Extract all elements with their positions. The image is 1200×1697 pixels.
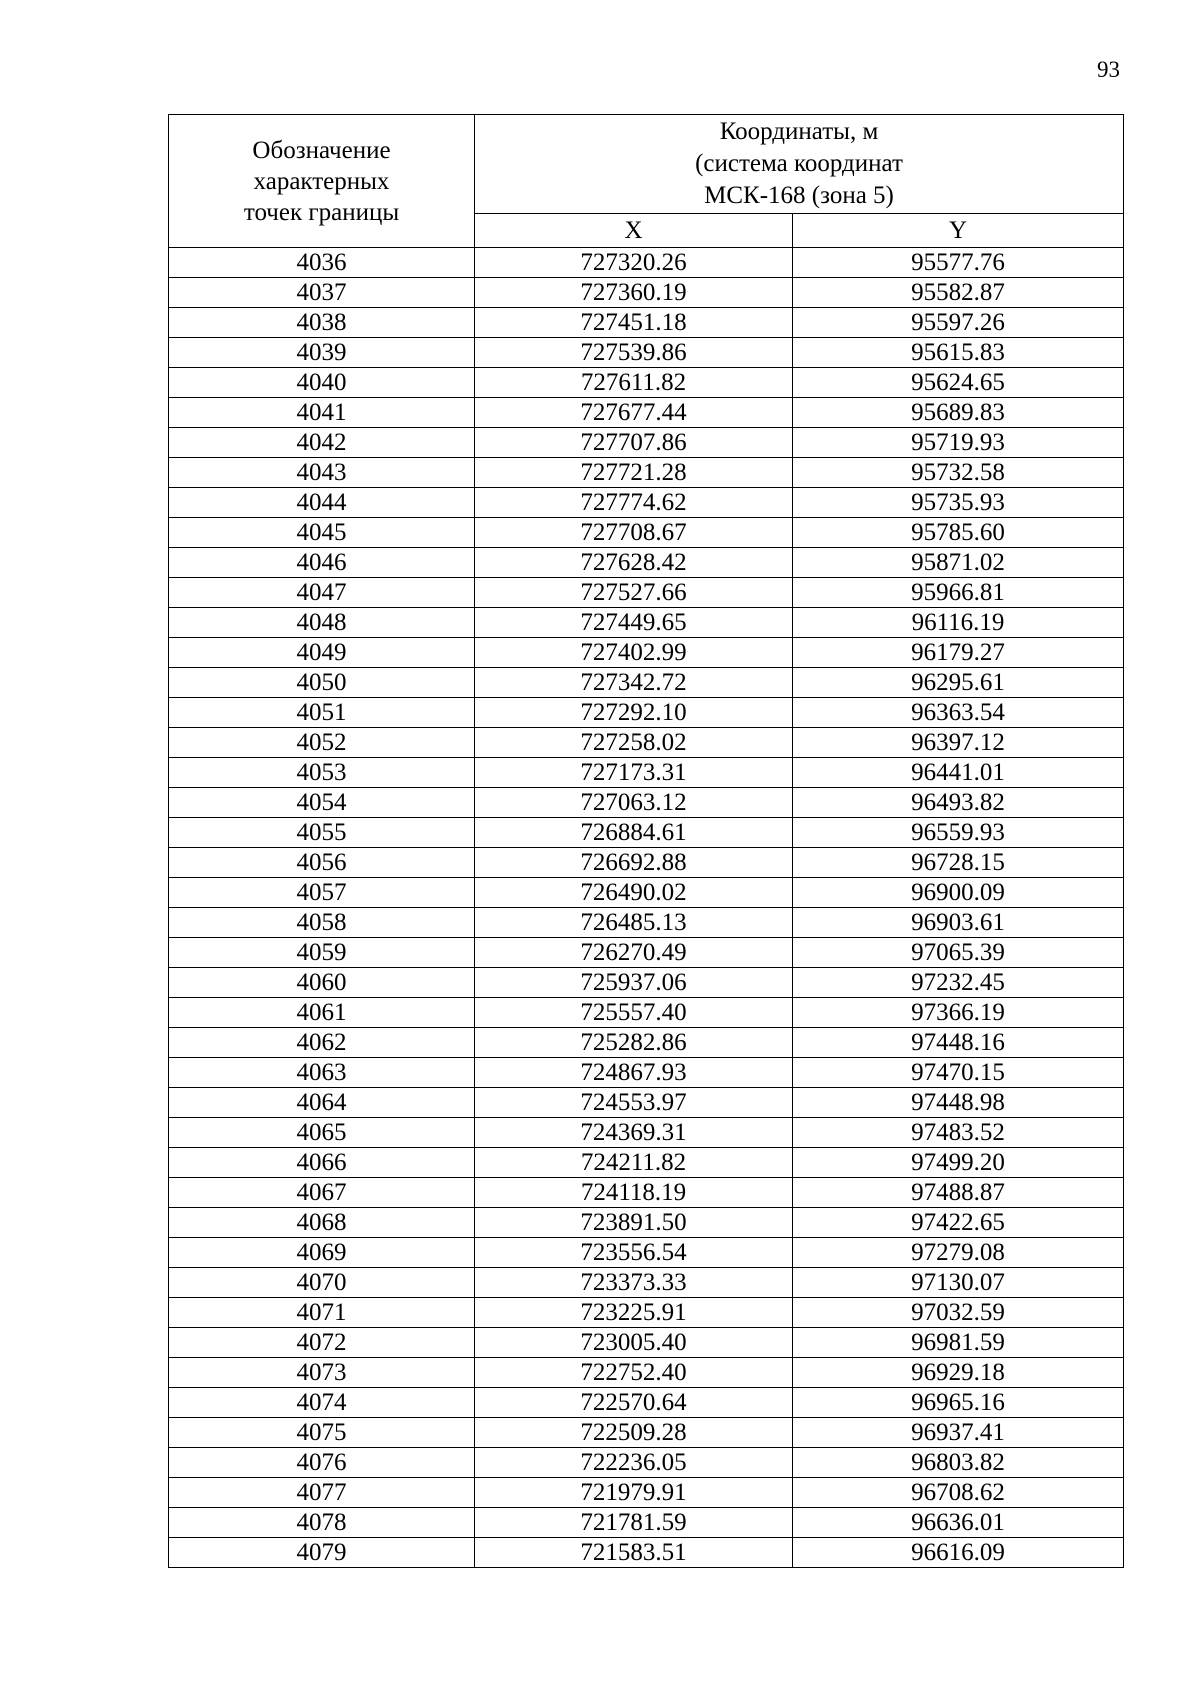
point-cell: 4047 [169, 578, 475, 608]
y-cell: 96929.18 [793, 1358, 1124, 1388]
x-cell: 726485.13 [475, 908, 793, 938]
y-cell: 95735.93 [793, 488, 1124, 518]
y-cell: 95966.81 [793, 578, 1124, 608]
point-cell: 4036 [169, 248, 475, 278]
x-cell: 726270.49 [475, 938, 793, 968]
x-cell: 725557.40 [475, 998, 793, 1028]
x-cell: 727721.28 [475, 458, 793, 488]
x-cell: 722236.05 [475, 1448, 793, 1478]
table-row [169, 1238, 1124, 1268]
y-cell: 97422.65 [793, 1208, 1124, 1238]
point-cell: 4058 [169, 908, 475, 938]
y-cell: 96363.54 [793, 698, 1124, 728]
table-row [169, 1448, 1124, 1478]
point-cell: 4078 [169, 1508, 475, 1538]
x-cell: 723373.33 [475, 1268, 793, 1298]
x-cell: 725282.86 [475, 1028, 793, 1058]
point-cell: 4038 [169, 308, 475, 338]
point-cell: 4042 [169, 428, 475, 458]
x-cell: 727527.66 [475, 578, 793, 608]
y-cell: 97032.59 [793, 1298, 1124, 1328]
point-cell: 4068 [169, 1208, 475, 1238]
table-row [169, 848, 1124, 878]
y-cell: 96559.93 [793, 818, 1124, 848]
x-cell: 727449.65 [475, 608, 793, 638]
point-cell: 4037 [169, 278, 475, 308]
x-cell: 727611.82 [475, 368, 793, 398]
point-cell: 4053 [169, 758, 475, 788]
y-cell: 96803.82 [793, 1448, 1124, 1478]
y-cell: 97470.15 [793, 1058, 1124, 1088]
header-y: Y [793, 214, 1124, 248]
x-cell: 727677.44 [475, 398, 793, 428]
x-cell: 723556.54 [475, 1238, 793, 1268]
table-row [169, 1118, 1124, 1148]
y-cell: 95624.65 [793, 368, 1124, 398]
header-coords-line: Координаты, м [719, 118, 879, 145]
table-row [169, 998, 1124, 1028]
point-cell: 4039 [169, 338, 475, 368]
y-cell: 95577.76 [793, 248, 1124, 278]
table-row [169, 908, 1124, 938]
header-row [169, 115, 1124, 214]
table-row [169, 1418, 1124, 1448]
point-cell: 4043 [169, 458, 475, 488]
y-cell: 96636.01 [793, 1508, 1124, 1538]
y-cell: 96708.62 [793, 1478, 1124, 1508]
y-cell: 96295.61 [793, 668, 1124, 698]
x-cell: 727342.72 [475, 668, 793, 698]
point-cell: 4056 [169, 848, 475, 878]
table-row [169, 758, 1124, 788]
header-x: X [475, 214, 793, 248]
table-row [169, 1508, 1124, 1538]
table-row [169, 1388, 1124, 1418]
table-row [169, 338, 1124, 368]
point-cell: 4055 [169, 818, 475, 848]
table-row [169, 788, 1124, 818]
x-cell: 727173.31 [475, 758, 793, 788]
y-cell: 95689.83 [793, 398, 1124, 428]
x-cell: 724211.82 [475, 1148, 793, 1178]
y-cell: 95597.26 [793, 308, 1124, 338]
point-cell: 4064 [169, 1088, 475, 1118]
header-point-line: характерных [253, 167, 390, 195]
table-row [169, 248, 1124, 278]
point-cell: 4061 [169, 998, 475, 1028]
header-coords-line: (система координат [695, 150, 903, 177]
table-row [169, 518, 1124, 548]
table-row [169, 818, 1124, 848]
x-cell: 723005.40 [475, 1328, 793, 1358]
x-cell: 727320.26 [475, 248, 793, 278]
point-cell: 4054 [169, 788, 475, 818]
y-cell: 95582.87 [793, 278, 1124, 308]
y-cell: 96981.59 [793, 1328, 1124, 1358]
x-cell: 727708.67 [475, 518, 793, 548]
x-cell: 722752.40 [475, 1358, 793, 1388]
table-row [169, 578, 1124, 608]
y-cell: 95719.93 [793, 428, 1124, 458]
y-cell: 96728.15 [793, 848, 1124, 878]
x-cell: 727258.02 [475, 728, 793, 758]
x-cell: 721979.91 [475, 1478, 793, 1508]
x-cell: 724369.31 [475, 1118, 793, 1148]
table-row [169, 668, 1124, 698]
table-row [169, 1028, 1124, 1058]
point-cell: 4057 [169, 878, 475, 908]
x-cell: 722509.28 [475, 1418, 793, 1448]
x-cell: 724118.19 [475, 1178, 793, 1208]
point-cell: 4063 [169, 1058, 475, 1088]
point-cell: 4060 [169, 968, 475, 998]
point-cell: 4046 [169, 548, 475, 578]
x-cell: 727360.19 [475, 278, 793, 308]
y-cell: 96965.16 [793, 1388, 1124, 1418]
point-cell: 4070 [169, 1268, 475, 1298]
table-row [169, 878, 1124, 908]
table-row [169, 548, 1124, 578]
x-cell: 727774.62 [475, 488, 793, 518]
y-cell: 97448.98 [793, 1088, 1124, 1118]
y-cell: 96937.41 [793, 1418, 1124, 1448]
y-cell: 97366.19 [793, 998, 1124, 1028]
header-coords-line: МСК-168 (зона 5) [704, 182, 894, 209]
table-row [169, 638, 1124, 668]
coordinates-table [168, 114, 1124, 1568]
x-cell: 727063.12 [475, 788, 793, 818]
table-row [169, 488, 1124, 518]
y-cell: 97279.08 [793, 1238, 1124, 1268]
table-row [169, 968, 1124, 998]
header-point-line: точек границы [243, 198, 400, 226]
x-cell: 727628.42 [475, 548, 793, 578]
y-cell: 96903.61 [793, 908, 1124, 938]
point-cell: 4079 [169, 1538, 475, 1568]
table-row [169, 1358, 1124, 1388]
point-cell: 4059 [169, 938, 475, 968]
x-cell: 723891.50 [475, 1208, 793, 1238]
y-cell: 97130.07 [793, 1268, 1124, 1298]
x-cell: 727292.10 [475, 698, 793, 728]
x-cell: 725937.06 [475, 968, 793, 998]
table-row [169, 458, 1124, 488]
table-body [169, 248, 1124, 1568]
point-cell: 4044 [169, 488, 475, 518]
y-cell: 97232.45 [793, 968, 1124, 998]
x-cell: 724867.93 [475, 1058, 793, 1088]
table-row [169, 1478, 1124, 1508]
y-cell: 96116.19 [793, 608, 1124, 638]
table-row [169, 608, 1124, 638]
table-row [169, 698, 1124, 728]
table-row [169, 1328, 1124, 1358]
point-cell: 4066 [169, 1148, 475, 1178]
point-cell: 4067 [169, 1178, 475, 1208]
table-row [169, 398, 1124, 428]
page-number: 93 [1097, 57, 1120, 82]
x-cell: 723225.91 [475, 1298, 793, 1328]
y-cell: 97448.16 [793, 1028, 1124, 1058]
table-row [169, 1268, 1124, 1298]
table-row [169, 1298, 1124, 1328]
table-row [169, 428, 1124, 458]
header-point-line: Обозначение [252, 136, 391, 164]
x-cell: 724553.97 [475, 1088, 793, 1118]
y-cell: 96397.12 [793, 728, 1124, 758]
table-row [169, 278, 1124, 308]
point-cell: 4040 [169, 368, 475, 398]
y-cell: 97488.87 [793, 1178, 1124, 1208]
y-cell: 97483.52 [793, 1118, 1124, 1148]
y-cell: 96493.82 [793, 788, 1124, 818]
point-cell: 4071 [169, 1298, 475, 1328]
y-cell: 96179.27 [793, 638, 1124, 668]
point-cell: 4077 [169, 1478, 475, 1508]
x-cell: 727539.86 [475, 338, 793, 368]
table-row [169, 1148, 1124, 1178]
point-cell: 4051 [169, 698, 475, 728]
table-row [169, 1208, 1124, 1238]
x-cell: 727707.86 [475, 428, 793, 458]
x-cell: 727402.99 [475, 638, 793, 668]
x-cell: 726884.61 [475, 818, 793, 848]
x-cell: 721781.59 [475, 1508, 793, 1538]
table-row [169, 1058, 1124, 1088]
point-cell: 4074 [169, 1388, 475, 1418]
table-row [169, 1088, 1124, 1118]
header-point-designation [169, 115, 475, 248]
point-cell: 4050 [169, 668, 475, 698]
table-row [169, 1538, 1124, 1568]
point-cell: 4072 [169, 1328, 475, 1358]
x-cell: 726490.02 [475, 878, 793, 908]
y-cell: 97499.20 [793, 1148, 1124, 1178]
table-row [169, 1178, 1124, 1208]
header-coordinates [475, 115, 1124, 214]
x-cell: 722570.64 [475, 1388, 793, 1418]
table-row [169, 308, 1124, 338]
point-cell: 4069 [169, 1238, 475, 1268]
x-cell: 726692.88 [475, 848, 793, 878]
y-cell: 96616.09 [793, 1538, 1124, 1568]
point-cell: 4062 [169, 1028, 475, 1058]
y-cell: 95732.58 [793, 458, 1124, 488]
y-cell: 95871.02 [793, 548, 1124, 578]
y-cell: 96900.09 [793, 878, 1124, 908]
table-row [169, 368, 1124, 398]
point-cell: 4075 [169, 1418, 475, 1448]
point-cell: 4073 [169, 1358, 475, 1388]
point-cell: 4045 [169, 518, 475, 548]
point-cell: 4076 [169, 1448, 475, 1478]
table-row [169, 728, 1124, 758]
table-row [169, 938, 1124, 968]
point-cell: 4065 [169, 1118, 475, 1148]
y-cell: 96441.01 [793, 758, 1124, 788]
point-cell: 4048 [169, 608, 475, 638]
y-cell: 95785.60 [793, 518, 1124, 548]
x-cell: 721583.51 [475, 1538, 793, 1568]
x-cell: 727451.18 [475, 308, 793, 338]
y-cell: 95615.83 [793, 338, 1124, 368]
point-cell: 4052 [169, 728, 475, 758]
point-cell: 4041 [169, 398, 475, 428]
y-cell: 97065.39 [793, 938, 1124, 968]
point-cell: 4049 [169, 638, 475, 668]
